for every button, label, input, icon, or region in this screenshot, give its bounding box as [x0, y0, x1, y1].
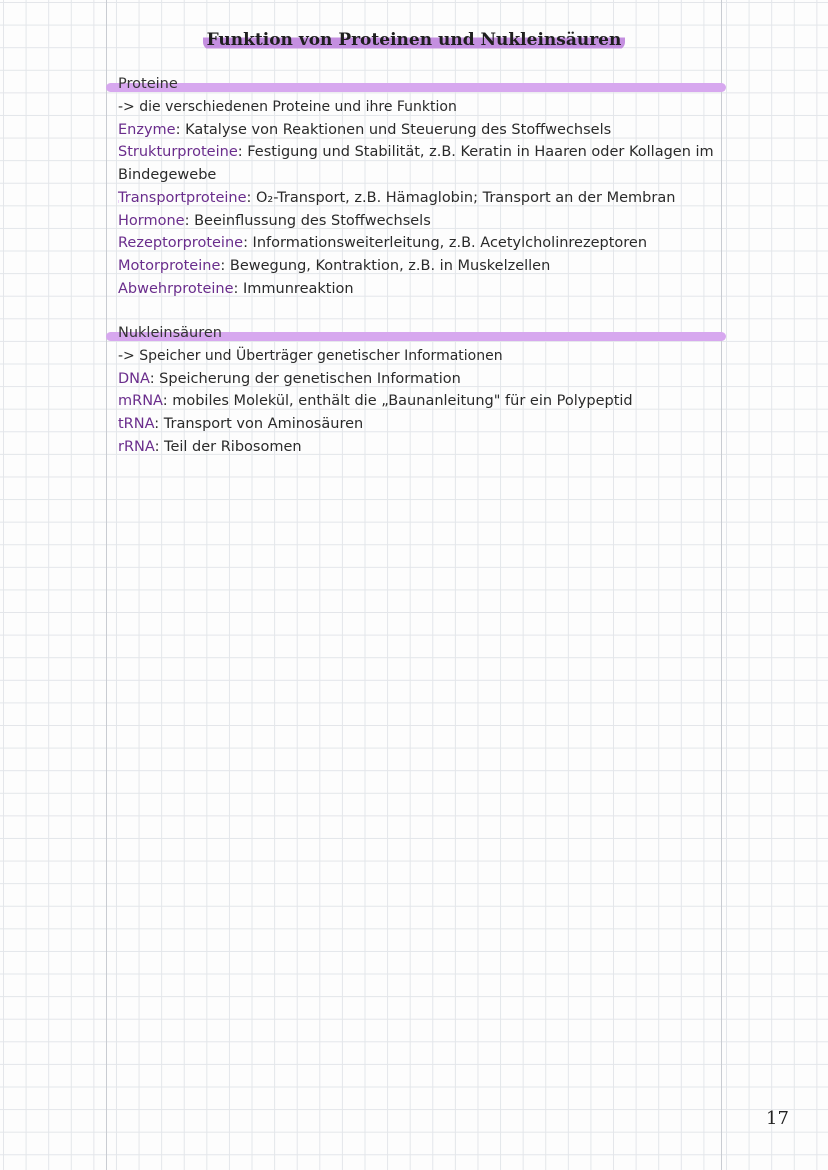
- list-item: [106, 278, 726, 301]
- list-item: [106, 141, 726, 164]
- item-text: : Informationsweiterleitung, z.B. Acetylcholinrezeptoren: [243, 235, 648, 252]
- item-term: mRNA: [118, 393, 163, 410]
- list-item: [106, 413, 726, 436]
- item-text: : Bewegung, Kontraktion, z.B. in Muskelzellen: [220, 257, 551, 274]
- section-intro: -> Speicher und Überträger genetischer Informationen: [118, 348, 503, 364]
- item-term: rRNA: [118, 438, 155, 455]
- item-text: : Teil der Ribosomen: [154, 438, 302, 455]
- section-heading: Nukleinsäuren: [118, 325, 222, 341]
- list-item: [106, 119, 726, 142]
- page-title: [0, 30, 828, 50]
- item-term: Abwehrproteine: [118, 280, 234, 297]
- page-number: 17: [766, 1108, 789, 1129]
- section-proteine: [106, 76, 726, 300]
- list-item: [106, 187, 726, 210]
- item-term: Rezeptorproteine: [118, 235, 244, 252]
- section-intro: -> die verschiedenen Proteine und ihre Funktion: [118, 99, 457, 115]
- item-text: : Festigung und Stabilität, z.B. Keratin in Haaren oder Kollagen im: [237, 144, 714, 161]
- item-text: : Transport von Aminosäuren: [154, 416, 364, 433]
- section-header: [106, 76, 726, 96]
- item-term: Motorproteine: [118, 257, 221, 274]
- item-term: Hormone: [118, 212, 185, 229]
- item-term: DNA: [118, 370, 150, 387]
- item-term: Enzyme: [118, 121, 176, 138]
- item-term: Strukturproteine: [118, 144, 238, 161]
- item-continuation: Bindegewebe: [118, 167, 217, 184]
- section-header: [106, 325, 726, 345]
- list-item: [106, 210, 726, 233]
- list-item: [106, 255, 726, 278]
- item-term: tRNA: [118, 416, 155, 433]
- page-title-text: Funktion von Proteinen und Nukleinsäuren: [203, 30, 626, 50]
- item-term: Transportproteine: [118, 189, 247, 206]
- list-item: [106, 390, 726, 413]
- item-text: : Immunreaktion: [233, 280, 354, 297]
- list-item: [106, 436, 726, 459]
- list-item: [106, 232, 726, 255]
- item-text: : Katalyse von Reaktionen und Steuerung des Stoffwechsels: [175, 121, 612, 138]
- list-item: [106, 368, 726, 391]
- item-text: : mobiles Molekül, enthält die „Baunanleitung" für ein Polypeptid: [162, 393, 633, 410]
- section-highlight-bar: [106, 83, 726, 92]
- section-nukleinsaeuren: [106, 325, 726, 459]
- section-heading: Proteine: [118, 76, 178, 92]
- item-text: : O₂-Transport, z.B. Hämaglobin; Transport an der Membran: [246, 189, 676, 206]
- item-text: : Speicherung der genetischen Information: [149, 370, 461, 387]
- item-text: : Beeinflussung des Stoffwechsels: [184, 212, 431, 229]
